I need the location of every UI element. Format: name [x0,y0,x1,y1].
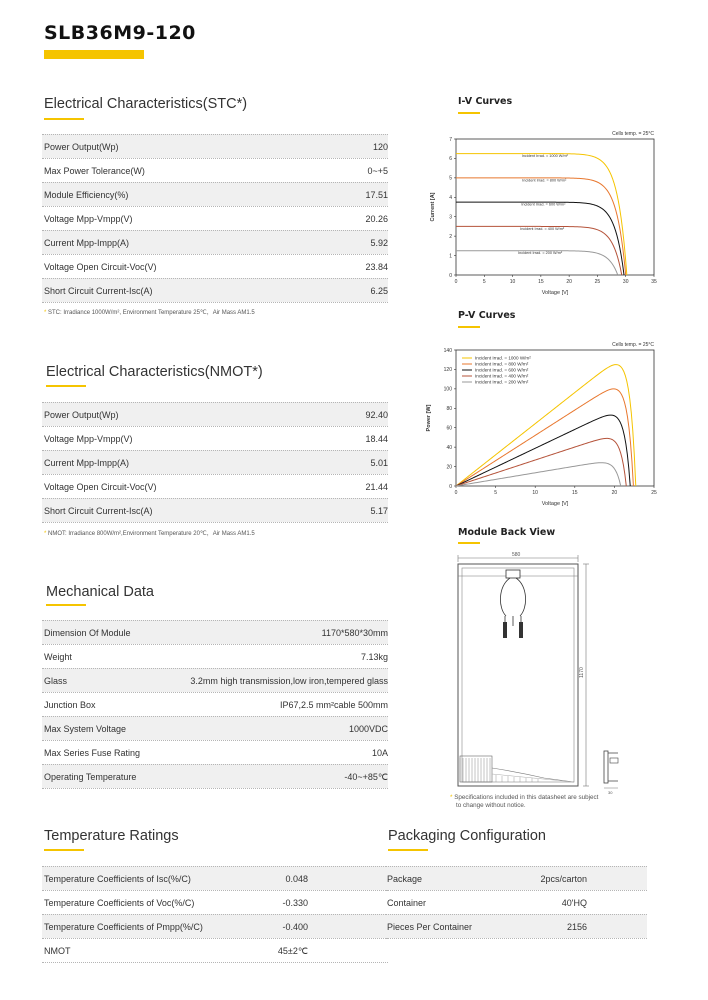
title-accent-bar [44,50,144,59]
stc-row-label: Short Circuit Current-Isc(A) [44,286,153,296]
stc-row-value: 5.92 [370,238,388,248]
pv-chart [420,336,670,516]
nmot-row-label: Voltage Mpp-Vmpp(V) [44,434,133,444]
packaging-row [385,914,647,938]
stc-row [42,230,388,254]
iv-chart-title: I-V Curves [458,96,513,107]
mechanical-row-value: 10A [371,748,388,758]
mechanical-row-value: 1000VDC [348,724,388,734]
x-tick-label: 20 [611,490,618,496]
nmot-table-end [42,522,388,523]
y-tick-label: 60 [446,425,452,432]
stc-title-underline [44,118,84,120]
mechanical-row-value: 3.2mm high transmission,low iron,tempered glass [190,676,388,686]
nmot-row-value: 21.44 [365,482,388,492]
packaging-row-label: Container [387,898,427,908]
stc-title: Electrical Characteristics(STC*) [44,96,248,112]
model-title: SLB36M9-120 [44,22,196,44]
temperature-row-value: 45±2℃ [277,946,308,956]
height-dimension-label: 1170 [579,667,585,678]
series-line [456,154,627,275]
temperature-row-value: -0.400 [282,922,308,932]
mechanical-row-value: 7.13kg [360,652,388,662]
mechanical-row-label: Weight [44,652,72,662]
mechanical-row-value: IP67,2.5 mm²cable 500mm [279,700,388,710]
y-tick-label: 80 [446,406,452,413]
y-tick-label: 0 [449,272,452,279]
packaging-row-label: Pieces Per Container [387,922,473,932]
mechanical-row-label: Max System Voltage [44,724,127,734]
mechanical-row [42,740,388,764]
y-tick-label: 4 [449,195,452,202]
nmot-row-value: 5.01 [370,458,388,468]
temperature-title-underline [44,849,84,851]
nmot-row-value: 18.44 [365,434,388,444]
temperature-row [42,866,388,890]
temperature-row-label: NMOT [44,946,71,956]
stc-note-text: STC: Irradiance 1000W/m², Environment Temperature 25℃，Air Mass AM1.5 [48,310,255,316]
mechanical-row [42,620,388,644]
x-tick-label: 0 [454,490,458,496]
mechanical-row-label: Operating Temperature [44,772,137,782]
y-tick-label: 1 [449,253,452,260]
junction-box [506,570,520,578]
x-tick-label: 5 [494,490,497,496]
stc-table-end [42,302,388,303]
mechanical-row-value: 1170*580*30mm [321,628,388,638]
stc-row-value: 23.84 [365,262,388,272]
series-label: Incident Irrad. = 200 W/m² [518,251,563,256]
nmot-row-value: 92.40 [365,410,388,420]
stc-row [42,206,388,230]
nmot-table [42,402,388,523]
mechanical-row-label: Dimension Of Module [44,628,131,638]
temperature-table-end [42,962,388,963]
x-tick-label: 15 [538,279,544,285]
back-view-note: * Specifications included in this datasheet are subject to change without notice. [450,794,599,809]
y-tick-label: 40 [446,444,452,451]
x-axis-label: Voltage [V] [541,501,569,507]
y-tick-label: 7 [449,136,452,143]
y-tick-label: 5 [449,175,452,182]
connector-right [519,622,523,638]
x-tick-label: 20 [566,279,572,285]
mechanical-row-value: -40~+85℃ [344,772,388,782]
nmot-row [42,498,388,522]
cells-temp-note: Cells temp. = 25°C [612,131,654,137]
back-view-title: Module Back View [458,527,556,538]
module-back-view-drawing [448,546,648,796]
cells-temp-note: Cells temp. = 25°C [612,342,654,348]
stc-row-label: Current Mpp-Impp(A) [44,238,130,248]
packaging-row [385,890,647,914]
temperature-row [42,938,388,962]
nmot-row [42,402,388,426]
temperature-table [42,866,388,963]
stc-row-label: Max Power Tolerance(W) [44,166,145,176]
side-profile [604,751,608,783]
y-tick-label: 20 [446,464,452,471]
series-line [456,202,624,275]
nmot-row [42,450,388,474]
legend-label: Incident Irrad. = 600 W/m² [475,367,529,373]
nmot-row [42,426,388,450]
temperature-row-label: Temperature Coefficients of Isc(%/C) [44,874,191,884]
stc-table [42,134,388,303]
back-view-note-line1: Specifications included in this datasheet are subject [454,794,599,801]
x-tick-label: 35 [651,279,657,285]
iv-chart [420,125,670,305]
nmot-title: Electrical Characteristics(NMOT*) [46,364,263,380]
packaging-row-value: 2pcs/carton [540,874,587,884]
mechanical-row [42,692,388,716]
x-tick-label: 10 [532,490,538,496]
stc-row [42,134,388,158]
y-axis-label: Power [W] [426,404,432,432]
packaging-row-value: 2156 [566,922,587,932]
mechanical-row-label: Glass [44,676,68,686]
temperature-row-label: Temperature Coefficients of Pmpp(%/C) [44,922,203,932]
y-tick-label: 100 [443,386,452,393]
mechanical-title: Mechanical Data [46,584,154,600]
packaging-row-label: Package [387,874,423,884]
series-label: Incident Irrad. = 800 W/m² [522,178,567,183]
series-line [456,415,630,486]
nmot-row-label: Short Circuit Current-Isc(A) [44,506,153,516]
mechanical-title-underline [46,604,86,606]
y-tick-label: 3 [449,214,452,221]
x-tick-label: 25 [651,490,657,496]
mechanical-table [42,620,388,789]
nmot-row [42,474,388,498]
packaging-row [385,866,647,890]
x-tick-label: 0 [454,279,458,285]
mechanical-row-label: Max Series Fuse Rating [44,748,141,758]
temperature-row [42,890,388,914]
nmot-row-label: Voltage Open Circuit-Voc(V) [44,482,157,492]
series-label: Incident Irrad. = 1000 W/m² [521,154,568,159]
legend-label: Incident Irrad. = 800 W/m² [475,361,529,367]
stc-note: * STC: Irradiance 1000W/m², Environment Temperature 25℃，Air Mass AM1.5 [44,310,255,316]
nmot-row-value: 5.17 [370,506,388,516]
y-axis-label: Current [A] [430,192,436,222]
series-label: Incident Irrad. = 600 W/m² [521,202,566,207]
back-view-title-underline [458,542,480,544]
stc-row-value: 120 [372,142,388,152]
y-tick-label: 120 [443,367,452,374]
width-dimension-label: 580 [512,552,521,558]
stc-row [42,278,388,302]
x-tick-label: 25 [594,279,601,285]
packaging-table-end [385,938,647,939]
stc-row [42,254,388,278]
y-tick-label: 6 [449,156,452,163]
x-tick-label: 15 [572,490,578,496]
nmot-row-label: Current Mpp-Impp(A) [44,458,130,468]
connector-left [503,622,507,638]
temperature-title: Temperature Ratings [44,828,179,844]
module-frame [458,564,578,786]
legend-label: Incident Irrad. = 200 W/m² [475,379,529,385]
x-tick-label: 30 [622,279,629,285]
stc-row-value: 6.25 [370,286,388,296]
stc-row [42,182,388,206]
stc-row-label: Voltage Open Circuit-Voc(V) [44,262,157,272]
temperature-row-value: 0.048 [285,874,308,884]
pv-chart-title: P-V Curves [458,310,516,321]
nmot-note: * NMOT: Irradiance 800W/m²,Environment Temperature 20℃，Air Mass AM1.5 [44,531,255,537]
x-tick-label: 5 [482,279,486,285]
stc-row [42,158,388,182]
legend-label: Incident Irrad. = 400 W/m² [475,373,529,379]
mechanical-row [42,764,388,788]
nmot-note-text: NMOT: Irradiance 800W/m²,Environment Temperature 20℃，Air Mass AM1.5 [48,531,255,537]
temperature-row-value: -0.330 [282,898,308,908]
packaging-table [385,866,647,939]
temperature-row [42,914,388,938]
mechanical-row [42,644,388,668]
nmot-row-label: Power Output(Wp) [44,410,119,420]
back-view-note-line2: to change without notice. [456,802,526,809]
stc-row-label: Module Efficiency(%) [44,190,129,200]
x-axis-label: Voltage [V] [541,290,569,296]
y-tick-label: 140 [443,347,452,354]
stc-row-label: Power Output(Wp) [44,142,119,152]
packaging-title: Packaging Configuration [388,828,546,844]
x-tick-label: 10 [509,279,516,285]
mechanical-row-label: Junction Box [44,700,96,710]
mechanical-row [42,668,388,692]
stc-row-value: 17.51 [365,190,388,200]
stc-row-value: 0~+5 [367,166,388,176]
legend-label: Incident Irrad. = 1000 W/m² [475,355,531,361]
packaging-row-value: 40'HQ [561,898,587,908]
mechanical-row [42,716,388,740]
nmot-title-underline [46,385,86,387]
packaging-title-underline [388,849,428,851]
y-tick-label: 0 [449,483,452,490]
stc-row-label: Voltage Mpp-Vmpp(V) [44,214,133,224]
pv-title-underline [458,326,480,328]
mechanical-table-end [42,788,388,789]
series-label: Incident Irrad. = 400 W/m² [520,226,565,231]
iv-title-underline [458,112,480,114]
stc-row-value: 20.26 [365,214,388,224]
temperature-row-label: Temperature Coefficients of Voc(%/C) [44,898,195,908]
y-tick-label: 2 [449,233,452,240]
depth-dimension-label: 30 [608,790,613,795]
